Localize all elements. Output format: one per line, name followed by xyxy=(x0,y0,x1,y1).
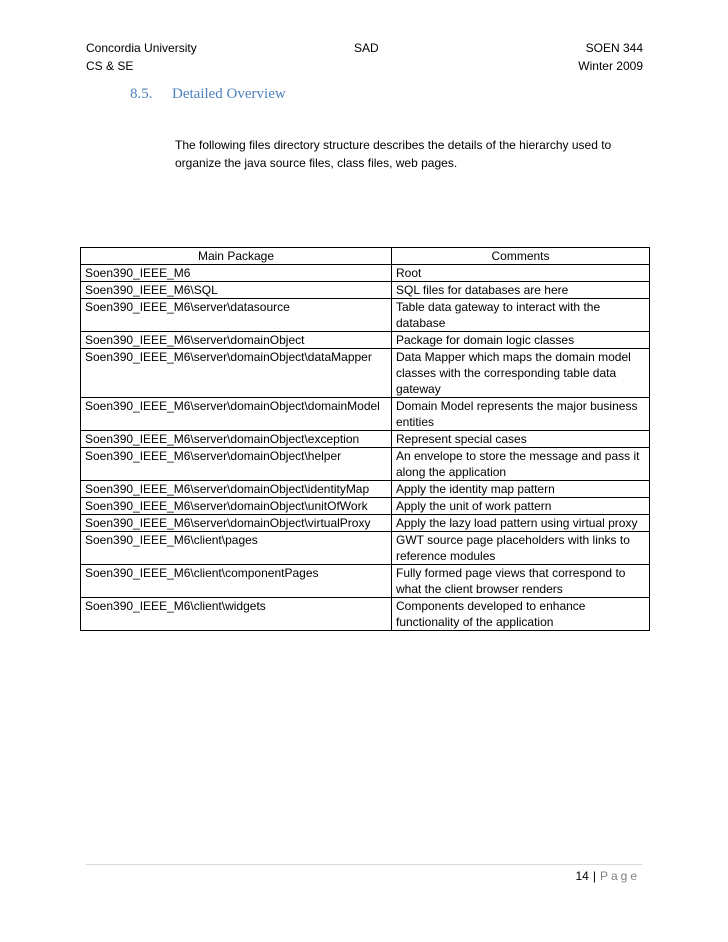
package-path-cell: Soen390_IEEE_M6\server\domainObject\domainModel xyxy=(81,398,392,431)
table-row xyxy=(81,332,650,349)
table-row xyxy=(81,498,650,515)
table-row xyxy=(81,532,650,565)
comment-cell: Apply the lazy load pattern using virtual proxy xyxy=(392,515,650,532)
package-path-cell: Soen390_IEEE_M6\server\domainObject\unitOfWork xyxy=(81,498,392,515)
table-row xyxy=(81,265,650,282)
table-row xyxy=(81,431,650,448)
table-row xyxy=(81,515,650,532)
comment-cell: Data Mapper which maps the domain model classes with the corresponding table data gateway xyxy=(392,349,650,398)
header-department: CS & SE xyxy=(86,59,134,73)
column-header-comments: Comments xyxy=(392,248,650,265)
section-number: 8.5. xyxy=(130,86,153,102)
package-path-cell: Soen390_IEEE_M6\client\componentPages xyxy=(81,565,392,598)
package-path-cell: Soen390_IEEE_M6\server\datasource xyxy=(81,299,392,332)
table-header-row xyxy=(81,248,650,265)
package-path-cell: Soen390_IEEE_M6 xyxy=(81,265,392,282)
package-path-cell: Soen390_IEEE_M6\server\domainObject xyxy=(81,332,392,349)
table-row xyxy=(81,398,650,431)
comment-cell: Apply the identity map pattern xyxy=(392,481,650,498)
package-path-cell: Soen390_IEEE_M6\server\domainObject\exception xyxy=(81,431,392,448)
page-number: 14 xyxy=(575,869,589,883)
package-path-cell: Soen390_IEEE_M6\SQL xyxy=(81,282,392,299)
comment-cell: Domain Model represents the major business entities xyxy=(392,398,650,431)
section-title: Detailed Overview xyxy=(172,86,286,102)
page-footer xyxy=(575,868,640,884)
package-path-cell: Soen390_IEEE_M6\server\domainObject\virtualProxy xyxy=(81,515,392,532)
package-path-cell: Soen390_IEEE_M6\server\domainObject\identityMap xyxy=(81,481,392,498)
comment-cell: Package for domain logic classes xyxy=(392,332,650,349)
comment-cell: Represent special cases xyxy=(392,431,650,448)
column-header-main-package: Main Package xyxy=(81,248,392,265)
header-term: Winter 2009 xyxy=(578,59,643,73)
comment-cell: Components developed to enhance functionality of the application xyxy=(392,598,650,631)
page-label: Page xyxy=(599,869,640,883)
footer-separator: | xyxy=(592,869,596,883)
footer-divider xyxy=(86,864,642,865)
table-row xyxy=(81,349,650,398)
table-row xyxy=(81,299,650,332)
comment-cell: An envelope to store the message and pass it along the application xyxy=(392,448,650,481)
table-row xyxy=(81,448,650,481)
header-document-type: SAD xyxy=(354,41,379,55)
comment-cell: Table data gateway to interact with the database xyxy=(392,299,650,332)
header-course: SOEN 344 xyxy=(585,41,643,55)
comment-cell: Root xyxy=(392,265,650,282)
comment-cell: GWT source page placeholders with links to reference modules xyxy=(392,532,650,565)
package-path-cell: Soen390_IEEE_M6\client\pages xyxy=(81,532,392,565)
package-path-cell: Soen390_IEEE_M6\client\widgets xyxy=(81,598,392,631)
package-path-cell: Soen390_IEEE_M6\server\domainObject\helper xyxy=(81,448,392,481)
intro-paragraph: The following files directory structure describes the details of the hierarchy used to organize the java source files, class files, web pages. xyxy=(175,138,612,170)
table-row xyxy=(81,481,650,498)
table-row xyxy=(81,565,650,598)
comment-cell: SQL files for databases are here xyxy=(392,282,650,299)
comment-cell: Fully formed page views that correspond to what the client browser renders xyxy=(392,565,650,598)
header-institution: Concordia University xyxy=(86,41,197,55)
table-body xyxy=(81,265,650,631)
section-heading xyxy=(130,86,286,103)
table-row xyxy=(81,598,650,631)
package-table xyxy=(80,247,650,631)
table-row xyxy=(81,282,650,299)
comment-cell: Apply the unit of work pattern xyxy=(392,498,650,515)
package-path-cell: Soen390_IEEE_M6\server\domainObject\dataMapper xyxy=(81,349,392,398)
